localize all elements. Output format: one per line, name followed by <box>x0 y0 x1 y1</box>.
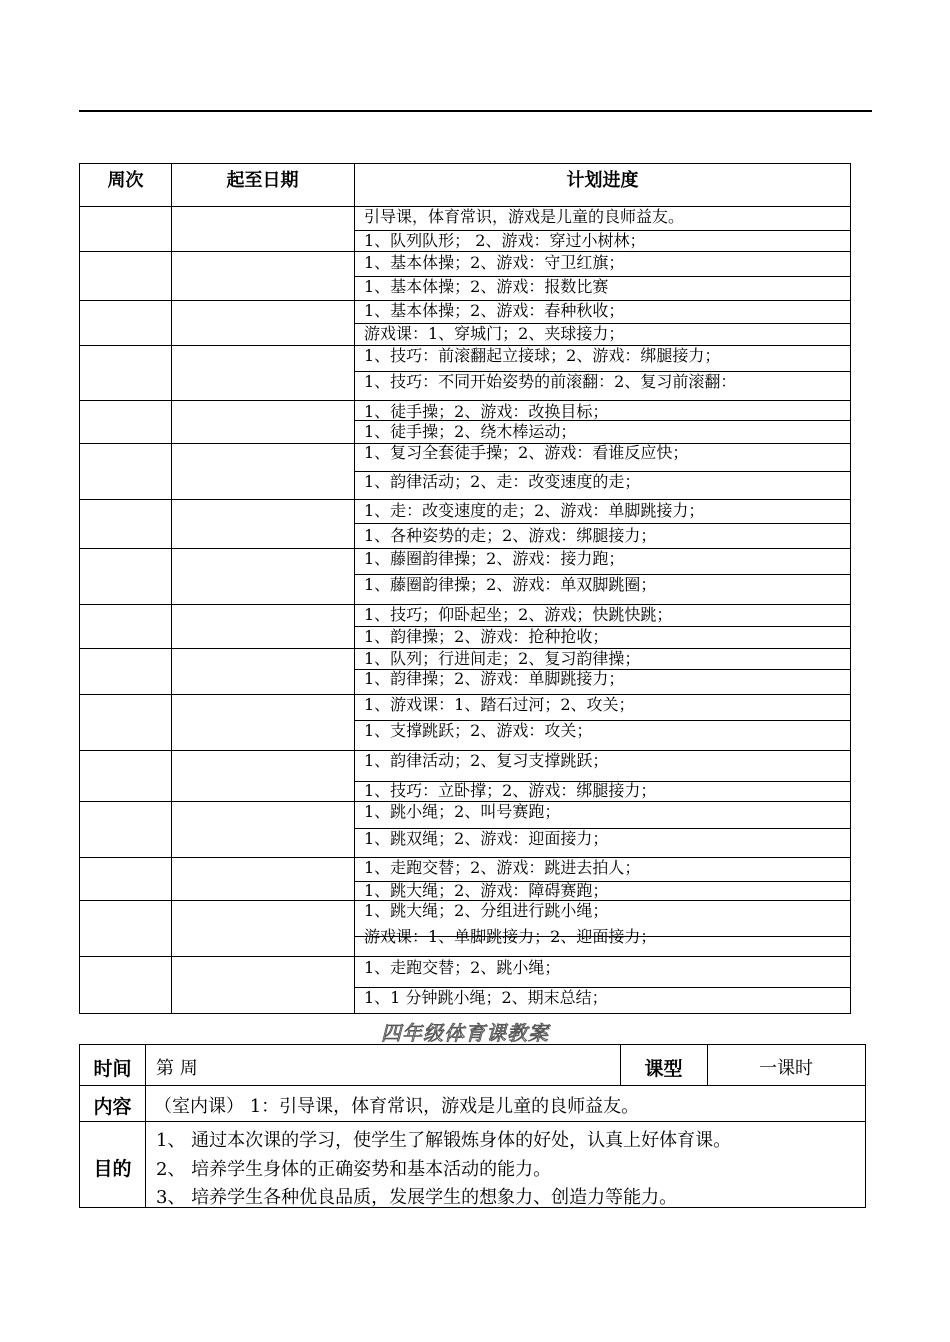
type-value: 一课时 <box>759 1058 813 1079</box>
plan-entry: 1、队列；行进间走；2、复习韵律操； <box>364 649 641 668</box>
week-row-divider <box>80 400 850 401</box>
goal-item: 2、 培养学生身体的正确姿势和基本活动的能力。 <box>156 1159 552 1180</box>
goal-item: 3、 培养学生各种优良品质，发展学生的想象力、创造力等能力。 <box>156 1187 678 1208</box>
plan-entry: 1、技巧：立卧撑；2、游戏：绑腿接力； <box>364 781 657 800</box>
plan-entry: 1、走：改变速度的走；2、游戏：单脚跳接力； <box>364 501 705 520</box>
plan-entry: 1、基本体操；2、游戏：春种秋收； <box>364 301 625 320</box>
plan-entry: 1、队列队形； 2、游戏：穿过小树林； <box>364 231 646 250</box>
plan-entry: 1、跳大绳；2、游戏：障碍赛跑； <box>364 881 609 900</box>
plan-entry: 1、技巧；仰卧起坐；2、游戏；快跳快跳； <box>364 605 673 624</box>
plan-entry: 1、韵律操；2、游戏：抢种抢收； <box>364 627 609 646</box>
header-rule <box>79 110 872 112</box>
lesson-plan-table <box>79 1044 866 1208</box>
progress-plan-table <box>79 163 851 1014</box>
plan-entry: 1、藤圈韵律操；2、游戏：单双脚跳圈； <box>364 575 657 594</box>
plan-entry: 1、韵律操；2、游戏：单脚跳接力； <box>364 669 625 688</box>
content-label: 内容 <box>93 1096 132 1118</box>
plan-entry: 1、跳小绳；2、叫号赛跑； <box>364 802 561 821</box>
plan-entry: 1、复习全套徒手操；2、游戏：看谁反应快； <box>364 443 689 462</box>
header-week: 周次 <box>107 170 144 191</box>
plan-entry: 1、各种姿势的走；2、游戏：绑腿接力； <box>364 526 657 545</box>
plan-entry: 1、韵律活动；2、走：改变速度的走； <box>364 472 641 491</box>
plan-entry: 游戏课：1、单脚跳接力；2、迎面接力； <box>364 927 657 946</box>
header-dates: 起至日期 <box>226 170 299 191</box>
column-divider <box>354 164 355 1013</box>
plan-entry: 1、走跑交替；2、游戏：跳进去拍人； <box>364 858 641 877</box>
week-row-divider <box>80 251 850 252</box>
type-label: 课型 <box>644 1058 683 1080</box>
week-row-divider <box>80 499 850 500</box>
plan-entry: 1、跳大绳；2、分组进行跳小绳； <box>364 901 609 920</box>
week-row-divider <box>80 956 850 957</box>
lesson-plan-heading: 四年级体育课教案 <box>381 1021 549 1045</box>
row-divider <box>80 1121 865 1122</box>
column-divider <box>171 164 172 1013</box>
goal-label: 目的 <box>93 1158 132 1180</box>
plan-entry: 1、跳双绳；2、游戏：迎面接力； <box>364 829 609 848</box>
header-progress: 计划进度 <box>566 170 639 191</box>
time-label: 时间 <box>93 1058 132 1080</box>
plan-entry: 1、基本体操；2、游戏：守卫红旗； <box>364 253 625 272</box>
lesson-row-divider <box>355 523 850 524</box>
time-value: 第 周 <box>156 1058 198 1079</box>
goal-item: 1、 通过本次课的学习，使学生了解锻炼身体的好处，认真上好体育课。 <box>156 1130 732 1151</box>
plan-entry: 引导课，体育常识，游戏是儿童的良师益友。 <box>364 207 685 226</box>
plan-entry: 游戏课：1、穿城门；2、夹球接力； <box>364 324 625 343</box>
plan-entry: 1、1 分钟跳小绳；2、期末总结； <box>364 988 608 1007</box>
plan-entry: 1、技巧：前滚翻起立接球；2、游戏：绑腿接力； <box>364 346 721 365</box>
plan-entry: 1、支撑跳跃；2、游戏：攻关； <box>364 721 593 740</box>
label-column-divider <box>145 1045 146 1207</box>
content-value: （室内课） 1：引导课，体育常识，游戏是儿童的良师益友。 <box>154 1096 640 1117</box>
plan-entry: 1、游戏课：1、踏石过河；2、攻关； <box>364 695 635 714</box>
plan-entry: 1、技巧：不同开始姿势的前滚翻：2、复习前滚翻： <box>364 372 737 391</box>
plan-entry: 1、基本体操；2、游戏：报数比赛 <box>364 277 609 296</box>
plan-entry: 1、韵律活动；2、复习支撑跳跃； <box>364 751 609 770</box>
plan-entry: 1、走跑交替；2、跳小绳； <box>364 958 561 977</box>
row-divider <box>80 1085 865 1086</box>
plan-entry: 1、徒手操；2、绕木棒运动； <box>364 422 577 441</box>
plan-entry: 1、藤圈韵律操；2、游戏：接力跑； <box>364 549 625 568</box>
plan-entry: 1、徒手操；2、游戏：改换目标； <box>364 402 609 421</box>
